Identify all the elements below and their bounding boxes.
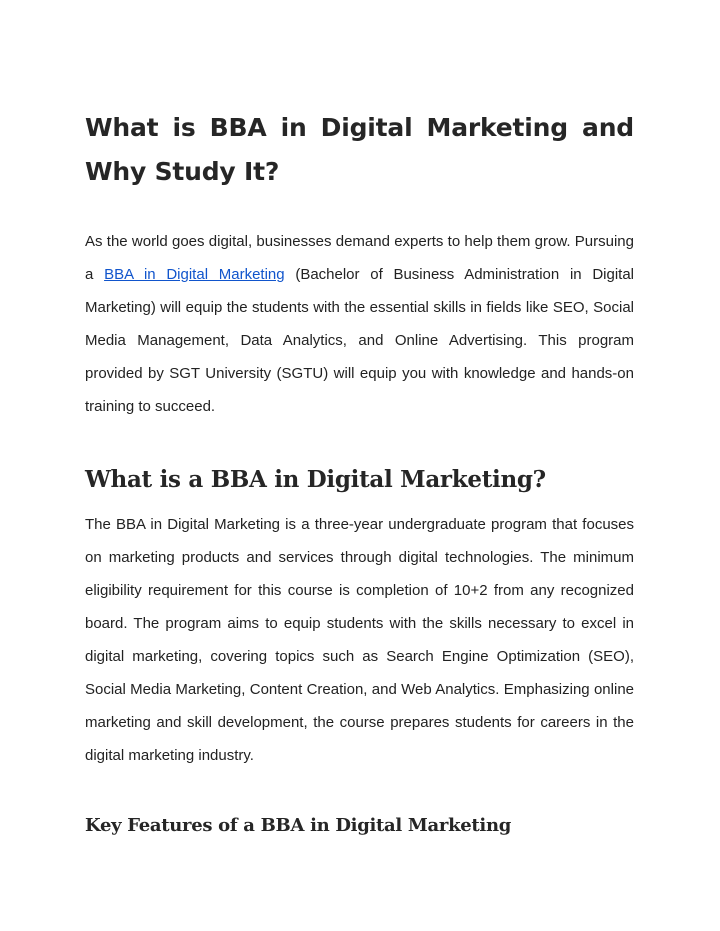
intro-paragraph (85, 225, 634, 423)
section-heading-key-features: Key Features of a BBA in Digital Marketing (85, 815, 512, 836)
section-heading-what-is-bba: What is a BBA in Digital Marketing? (85, 466, 546, 493)
page-title: What is BBA in Digital Marketing and Why Study It? (85, 113, 634, 186)
intro-text-before-link: As the world goes digital, businesses demand experts to help them grow. Pursuing a (85, 233, 634, 283)
intro-text-after-link: (Bachelor of Business Administration in Digital Marketing) will equip the students with the essential skills in fields like SEO, Social Media Management, Data Analytics, and Online Advertising. This program provided by SGT University (SGTU) will equip you with knowledge and hands-on training to succeed. (85, 266, 635, 415)
section-paragraph-what-is-bba: The BBA in Digital Marketing is a three-year undergraduate program that focuses on marketing products and services through digital technologies. The minimum eligibility requirement for this course is completion of 10+2 from any recognized board. The program aims to equip students with the skills necessary to excel in digital marketing, covering topics such as Search Engine Optimization (SEO), Social Media Marketing, Content Creation, and Web Analytics. Emphasizing online marketing and skill development, the course prepares students for careers in the digital marketing industry. (85, 516, 634, 764)
bba-digital-marketing-link[interactable]: BBA in Digital Marketing (104, 266, 285, 283)
